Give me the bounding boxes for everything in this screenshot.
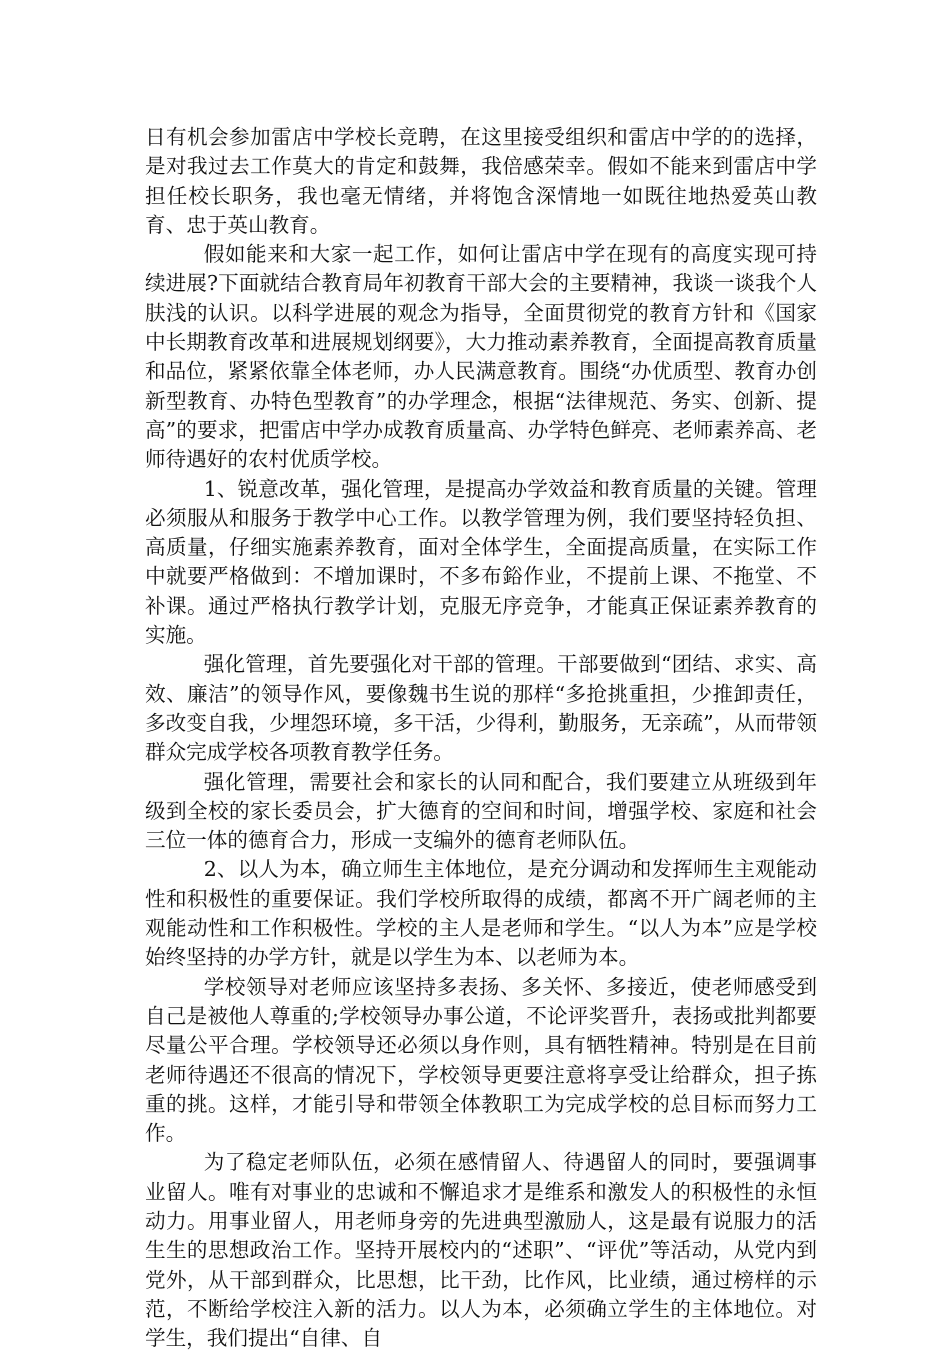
paragraph-8: 为了稳定老师队伍，必须在感情留人、待遇留人的同时，要强调事业留人。唯有对事业的忠诚和不懈追求才是维系和激发人的积极性的永恒动力。用事业留人，用老师身旁的先进典型激励人，这是最有说服力的活生生的思想政治工作。坚持开展校内的“述职”、“评优”等活动，从党内到党外，从干部到群众，比思想，比干劲，比作风，比业绩，通过榜样的示范，不断给学校注入新的活力。以人为本，必须确立学生的主体地位。对学生，我们提出“自律、自 [145, 1150, 817, 1351]
paragraph-5: 强化管理，需要社会和家长的认同和配合，我们要建立从班级到年级到全校的家长委员会，扩大德育的空间和时间，增强学校、家庭和社会三位一体的德育合力，形成一支编外的德育老师队伍。 [145, 769, 817, 853]
document-body [145, 123, 817, 1353]
paragraph-4: 强化管理，首先要强化对干部的管理。干部要做到“团结、求实、高效、廉洁”的领导作风，要像魏书生说的那样“多抢挑重担，少推卸责任，多改变自我，少埋怨环境，多干活，少得利，勤服务，无亲疏”，从而带领群众完成学校各项教育教学任务。 [145, 652, 817, 765]
paragraph-3: 1、锐意改革，强化管理，是提高办学效益和教育质量的关键。管理必须服从和服务于教学中心工作。以教学管理为例，我们要坚持轻负担、高质量，仔细实施素养教育，面对全体学生，全面提高质量，在实际工作中就要严格做到：不增加课时，不多布鋊作业，不提前上课、不拖堂、不补课。通过严格执行教学计划，克服无序竞争，才能真正保证素养教育的实施。 [145, 476, 817, 648]
paragraph-6: 2、以人为本，确立师生主体地位，是充分调动和发挥师生主观能动性和积极性的重要保证。我们学校所取得的成绩，都离不开广阔老师的主观能动性和工作积极性。学校的主人是老师和学生。“以人为本”应是学校始终坚持的办学方针，就是以学生为本、以老师为本。 [145, 857, 817, 970]
paragraph-2: 假如能来和大家一起工作，如何让雷店中学在现有的高度实现可持续进展?下面就结合教育局年初教育干部大会的主要精神，我谈一谈我个人肤浅的认识。以科学进展的观念为指导，全面贯彻党的教育方针和《国家中长期教育改革和进展规划纲要》，大力推动素养教育，全面提高教育质量和品位，紧紧依靠全体老师，办人民满意教育。围绕“办优质型、教育办创新型教育、办特色型教育”的办学理念，根据“法律规范、务实、创新、提高”的要求，把雷店中学办成教育质量高、办学特色鲜亮、老师素养高、老师待遇好的农村优质学校。 [145, 242, 817, 472]
paragraph-7: 学校领导对老师应该坚持多表扬、多关怀、多接近，使老师感受到自己是被他人尊重的;学校领导办事公道，不论评奖晋升，表扬或批判都要尽量公平合理。学校领导还必须以身作则，具有牺牲精神。特别是在目前老师待遇还不很高的情况下，学校领导更要注意将享受让给群众，担子拣重的挑。这样，才能引导和带领全体教职工为完成学校的总目标而努力工作。 [145, 974, 817, 1146]
paragraph-1: 日有机会参加雷店中学校长竞聘，在这里接受组织和雷店中学的的选择，是对我过去工作莫大的肯定和鼓舞，我倍感荣幸。假如不能来到雷店中学担任校长职务，我也毫无情绪，并将饱含深情地一如既往地热爱英山教育、忠于英山教育。 [145, 125, 817, 237]
